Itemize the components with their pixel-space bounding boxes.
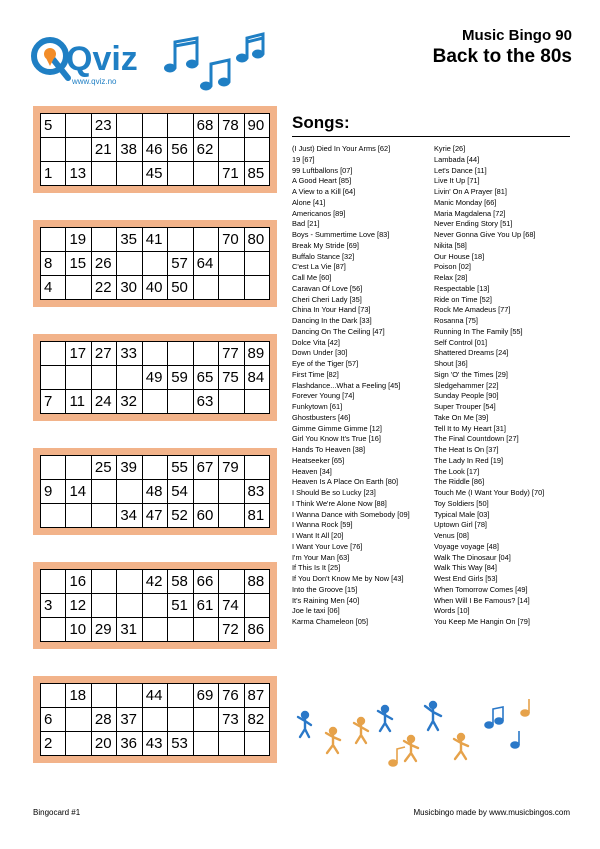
song-item: China In Your Hand [73] (292, 305, 371, 315)
bingo-cell: 25 (91, 456, 116, 480)
song-item: Super Trouper [54] (434, 402, 496, 411)
bingo-cell: 7 (41, 390, 66, 414)
bingo-cell (117, 594, 142, 618)
bingo-cell: 53 (168, 732, 193, 756)
bingo-cell: 11 (66, 390, 91, 414)
bingo-cell: 42 (142, 570, 167, 594)
song-item: Dancing On The Ceiling [47] (292, 326, 385, 336)
music-notes-icon (158, 30, 266, 98)
bingo-cell: 62 (193, 138, 218, 162)
bingo-cell: 29 (91, 618, 116, 642)
song-item: Into the Groove [15] (292, 584, 358, 594)
bingo-cell: 88 (244, 570, 270, 594)
grid-row (41, 684, 270, 708)
bingo-cell (219, 570, 244, 594)
bingo-cell (193, 732, 218, 756)
bingo-cell (168, 162, 193, 186)
bingo-cell (91, 480, 116, 504)
bingo-cell (142, 114, 167, 138)
song-item: Never Gonna Give You Up [68] (434, 230, 536, 239)
bingo-cell: 14 (66, 480, 91, 504)
song-item: 19 [67] (292, 154, 315, 164)
song-item: Heatseeker [65] (292, 455, 345, 465)
game-subtitle: Back to the 80s (432, 46, 572, 67)
song-item: 99 Luftballons [07] (292, 165, 353, 175)
bingo-cell: 36 (117, 732, 142, 756)
song-item: Venus [08] (434, 531, 469, 540)
grid-row (41, 504, 270, 528)
bingo-cell: 73 (219, 708, 244, 732)
bingo-cell: 74 (219, 594, 244, 618)
bingo-cell: 58 (168, 570, 193, 594)
bingo-cell: 26 (91, 252, 116, 276)
song-item: Walk This Way [84] (434, 563, 497, 573)
songs-heading: Songs: (292, 113, 350, 132)
bingo-cell (117, 480, 142, 504)
bingo-grid (40, 341, 270, 414)
bingo-cell (244, 138, 270, 162)
song-item: Tell It to My Heart [31] (434, 423, 506, 433)
bingo-card-5 (33, 562, 277, 649)
bingo-cell: 75 (219, 366, 244, 390)
bingo-cell: 12 (66, 594, 91, 618)
bingo-cell: 64 (193, 252, 218, 276)
song-item: Sign 'O' the Times [29] (434, 369, 508, 379)
bingo-cell (66, 456, 91, 480)
song-item: The Look [17] (434, 466, 480, 476)
bingo-cell (41, 342, 66, 366)
bingo-cell: 87 (244, 684, 270, 708)
bingo-cell (66, 732, 91, 756)
song-item: I Think We're Alone Now [88] (292, 498, 387, 508)
song-item: Relax [28] (434, 273, 468, 282)
song-item: C'est La Vie [87] (292, 262, 346, 272)
song-item: Words [10] (434, 606, 470, 616)
bingo-cell (41, 684, 66, 708)
song-item: It's Raining Men [40] (292, 595, 360, 605)
bingo-cell (193, 162, 218, 186)
bingo-cell: 76 (219, 684, 244, 708)
bingo-cell (41, 366, 66, 390)
bingo-card-2 (33, 220, 277, 307)
song-item: Bad [21] (292, 219, 320, 229)
bingo-cell: 15 (66, 252, 91, 276)
song-item: A Good Heart [85] (292, 176, 352, 186)
song-item: I Wanna Rock [59] (292, 520, 353, 530)
bingo-cell: 30 (117, 276, 142, 300)
bingo-cell: 55 (168, 456, 193, 480)
song-item: Livin' On A Prayer [81] (434, 187, 507, 196)
bingo-cell (142, 594, 167, 618)
song-item: A View to a Kill [64] (292, 187, 356, 196)
bingo-cell (142, 708, 167, 732)
bingo-cell (117, 570, 142, 594)
song-item: If You Don't Know Me by Now [43] (292, 574, 404, 583)
bingo-card-3 (33, 334, 277, 421)
bingo-cell: 28 (91, 708, 116, 732)
song-item: Ghostbusters [46] (292, 412, 351, 422)
song-item: Heaven [34] (292, 466, 332, 476)
bingo-cell: 57 (168, 252, 193, 276)
grid-row (41, 138, 270, 162)
bingo-cell (244, 456, 270, 480)
bingo-cell (91, 504, 116, 528)
bingo-cell (41, 504, 66, 528)
bingo-cell: 52 (168, 504, 193, 528)
bingo-cell: 83 (244, 480, 270, 504)
song-item: Running In The Family [55] (434, 326, 523, 336)
bingo-cell (142, 342, 167, 366)
bingo-cell (142, 252, 167, 276)
bingo-cell: 65 (193, 366, 218, 390)
bingo-cell: 44 (142, 684, 167, 708)
song-item: The Final Countdown [27] (434, 434, 519, 444)
bingo-cell (219, 138, 244, 162)
bingo-cell (219, 252, 244, 276)
bingo-cell: 19 (66, 228, 91, 252)
bingo-cell: 45 (142, 162, 167, 186)
bingo-cell: 35 (117, 228, 142, 252)
song-item: I Want Your Love [76] (292, 541, 363, 551)
game-title: Music Bingo 90 (461, 27, 572, 44)
grid-row (41, 276, 270, 300)
bingo-cell (168, 708, 193, 732)
bingo-cell: 78 (219, 114, 244, 138)
bingo-cell (244, 732, 270, 756)
bingo-cell: 63 (193, 390, 218, 414)
grid-row (41, 114, 270, 138)
bingo-cell (219, 390, 244, 414)
bingo-cell: 33 (117, 342, 142, 366)
bingo-cell (66, 276, 91, 300)
bingo-cell: 5 (41, 114, 66, 138)
bingo-cell (66, 504, 91, 528)
bingo-grid (40, 455, 270, 528)
bingo-cell: 20 (91, 732, 116, 756)
bingo-cell (91, 594, 116, 618)
bingo-cell (168, 342, 193, 366)
bingo-cell: 22 (91, 276, 116, 300)
bingo-cell: 60 (193, 504, 218, 528)
song-item: Dancing In the Dark [33] (292, 316, 372, 325)
song-item: Forever Young [74] (292, 391, 355, 401)
bingo-cell (193, 276, 218, 300)
bingo-cell: 67 (193, 456, 218, 480)
song-item: Break My Stride [69] (292, 240, 359, 250)
bingo-cell (66, 708, 91, 732)
song-item: Typical Male [03] (434, 509, 490, 519)
song-item: Karma Chameleon [05] (292, 617, 368, 626)
bingo-cell: 39 (117, 456, 142, 480)
bingo-cell: 41 (142, 228, 167, 252)
grid-row (41, 708, 270, 732)
bingo-cell (91, 570, 116, 594)
grid-row (41, 228, 270, 252)
bingo-cell: 85 (244, 162, 270, 186)
bingo-cell (244, 276, 270, 300)
bingo-cell: 1 (41, 162, 66, 186)
bingo-cell (91, 162, 116, 186)
song-item: Hands To Heaven [38] (292, 445, 365, 454)
bingo-cell: 40 (142, 276, 167, 300)
bingo-cell (168, 618, 193, 642)
bingo-cell: 90 (244, 114, 270, 138)
bingo-grid (40, 113, 270, 186)
bingo-cell (41, 618, 66, 642)
bingo-cell (117, 366, 142, 390)
song-item: Nikita [58] (434, 240, 467, 250)
bingo-cell: 69 (193, 684, 218, 708)
bingo-cell: 8 (41, 252, 66, 276)
song-item: Lambada [44] (434, 154, 480, 164)
song-item: You Keep Me Hangin On [79] (434, 617, 530, 626)
song-item: Boys - Summertime Love [83] (292, 230, 390, 239)
bingo-cell: 24 (91, 390, 116, 414)
bingo-cell (193, 480, 218, 504)
bingo-grid (40, 683, 270, 756)
bingo-cell (142, 456, 167, 480)
bingo-cell (168, 684, 193, 708)
grid-row (41, 366, 270, 390)
song-item: Uptown Girl [78] (434, 520, 487, 530)
song-item: Funkytown [61] (292, 402, 343, 411)
song-item: Caravan Of Love [56] (292, 283, 363, 293)
song-item: (I Just) Died In Your Arms [62] (292, 144, 391, 153)
song-item: Rock Me Amadeus [77] (434, 305, 511, 315)
song-item: Americanos [89] (292, 208, 346, 218)
song-item: Toy Soldiers [50] (434, 498, 489, 508)
song-item: Down Under [30] (292, 348, 348, 358)
bingo-cell (219, 504, 244, 528)
bingo-cell: 70 (219, 228, 244, 252)
song-item: West End Girls [53] (434, 574, 498, 583)
bingo-cell (193, 228, 218, 252)
song-item: Shattered Dreams [24] (434, 348, 509, 358)
songs-divider (292, 136, 570, 137)
bingo-cell (41, 570, 66, 594)
song-item: Rosanna [75] (434, 316, 478, 325)
bingo-cell (244, 390, 270, 414)
bingo-cell: 54 (168, 480, 193, 504)
song-item: Gimme Gimme Gimme [12] (292, 423, 382, 433)
bingo-cell: 48 (142, 480, 167, 504)
grid-row (41, 342, 270, 366)
bingo-cell: 66 (193, 570, 218, 594)
bingo-card-6 (33, 676, 277, 763)
bingo-grid (40, 569, 270, 642)
logo-url: www.qviz.no (72, 77, 117, 86)
song-item: Our House [18] (434, 251, 485, 261)
bingo-cell: 50 (168, 276, 193, 300)
grid-row (41, 618, 270, 642)
song-item: I Want It All [20] (292, 531, 344, 540)
bingo-cell (117, 252, 142, 276)
bingo-cell (117, 684, 142, 708)
song-item: Walk The Dinosaur [04] (434, 552, 511, 562)
qviz-logo (30, 30, 140, 96)
bingo-cell: 2 (41, 732, 66, 756)
bingo-cell: 32 (117, 390, 142, 414)
bingo-cell (117, 114, 142, 138)
bingo-cell: 61 (193, 594, 218, 618)
bingo-cell: 3 (41, 594, 66, 618)
song-item: Sunday People [90] (434, 391, 499, 401)
bingo-cell: 6 (41, 708, 66, 732)
bingo-cell (66, 138, 91, 162)
bingo-cell: 31 (117, 618, 142, 642)
grid-row (41, 252, 270, 276)
bingo-cell (66, 114, 91, 138)
song-item: Call Me [60] (292, 273, 332, 282)
bingo-cell (193, 618, 218, 642)
bingo-cell: 77 (219, 342, 244, 366)
bingo-cell: 84 (244, 366, 270, 390)
song-item: The Heat Is On [37] (434, 445, 499, 454)
grid-row (41, 162, 270, 186)
song-item: Flashdance...What a Feeling [45] (292, 380, 401, 390)
grid-row (41, 390, 270, 414)
song-item: Kyrie [26] (434, 144, 466, 153)
song-item: Cheri Cheri Lady [35] (292, 294, 362, 304)
grid-row (41, 570, 270, 594)
bingo-cell: 72 (219, 618, 244, 642)
bingo-cell (142, 618, 167, 642)
song-item: Self Control [01] (434, 337, 487, 347)
song-item: Shout [36] (434, 359, 468, 368)
bingo-cell: 86 (244, 618, 270, 642)
bingo-grid (40, 227, 270, 300)
bingo-cell: 46 (142, 138, 167, 162)
song-item: Dolce Vita [42] (292, 337, 340, 347)
bingo-cell (168, 228, 193, 252)
grid-row (41, 456, 270, 480)
bingo-cell: 81 (244, 504, 270, 528)
song-item: Sledgehammer [22] (434, 380, 499, 390)
bingo-cell (41, 456, 66, 480)
song-item: When Tomorrow Comes [49] (434, 584, 528, 594)
song-item: Ride on Time [52] (434, 294, 492, 304)
bingo-cell: 56 (168, 138, 193, 162)
song-item: Let's Dance [11] (434, 165, 487, 175)
bingo-cell: 38 (117, 138, 142, 162)
bingo-cell: 4 (41, 276, 66, 300)
bingo-cell: 37 (117, 708, 142, 732)
song-item: Take On Me [39] (434, 412, 489, 422)
bingo-cell (91, 366, 116, 390)
bingo-cell (41, 228, 66, 252)
dancing-people-icon (293, 695, 538, 775)
bingo-cell: 23 (91, 114, 116, 138)
grid-row (41, 732, 270, 756)
bingo-cell (142, 390, 167, 414)
bingo-cell (193, 342, 218, 366)
bingo-cell: 17 (66, 342, 91, 366)
song-item: Touch Me (I Want Your Body) [70] (434, 488, 545, 497)
bingo-cell: 49 (142, 366, 167, 390)
bingo-cell (244, 252, 270, 276)
grid-row (41, 480, 270, 504)
bingo-card-1 (33, 106, 277, 193)
song-item: The Lady In Red [19] (434, 455, 504, 465)
bingo-cell: 71 (219, 162, 244, 186)
footer-card-number: Bingocard #1 (33, 808, 81, 817)
bingo-cell (168, 390, 193, 414)
bingo-cell (91, 684, 116, 708)
songs-list-left (292, 144, 430, 628)
bingo-cell: 82 (244, 708, 270, 732)
bingo-cell (219, 480, 244, 504)
bingo-cell: 34 (117, 504, 142, 528)
bingo-cell: 80 (244, 228, 270, 252)
bingo-cell: 16 (66, 570, 91, 594)
song-item: Alone [41] (292, 197, 326, 207)
bingo-cell: 10 (66, 618, 91, 642)
bingo-cell (193, 708, 218, 732)
bingo-cell: 79 (219, 456, 244, 480)
song-item: Poison [02] (434, 262, 471, 272)
bingo-cell (219, 276, 244, 300)
bingo-cell (41, 138, 66, 162)
grid-row (41, 594, 270, 618)
song-item: When Will I Be Famous? [14] (434, 595, 530, 605)
song-item: Eye of the Tiger [57] (292, 359, 359, 368)
bingo-cell (91, 228, 116, 252)
song-item: If This Is It [25] (292, 563, 341, 573)
bingo-cell: 9 (41, 480, 66, 504)
song-item: Heaven Is A Place On Earth [80] (292, 477, 398, 487)
song-item: Buffalo Stance [32] (292, 251, 355, 261)
songs-list-right (434, 144, 574, 628)
bingo-cell: 43 (142, 732, 167, 756)
bingo-cell: 47 (142, 504, 167, 528)
footer-credit: Musicbingo made by www.musicbingos.com (413, 808, 570, 817)
bingo-cell (219, 732, 244, 756)
bingo-cell (168, 114, 193, 138)
song-item: Girl You Know It's True [16] (292, 434, 381, 444)
bingo-cell: 18 (66, 684, 91, 708)
song-item: I Should Be so Lucky [23] (292, 488, 376, 497)
bingo-cell (117, 162, 142, 186)
song-item: Maria Magdalena [72] (434, 208, 506, 218)
song-item: First Time [82] (292, 369, 339, 379)
song-item: Live It Up [71] (434, 176, 480, 186)
bingo-cell: 27 (91, 342, 116, 366)
bingo-cell: 21 (91, 138, 116, 162)
bingo-cell (66, 366, 91, 390)
song-item: The Riddle [86] (434, 477, 485, 487)
bingo-card-4 (33, 448, 277, 535)
song-item: Voyage voyage [48] (434, 541, 499, 551)
song-item: Manic Monday [66] (434, 197, 497, 207)
song-item: Joe le taxi [06] (292, 606, 340, 616)
bingo-cell: 68 (193, 114, 218, 138)
bingo-cell (244, 594, 270, 618)
song-item: Never Ending Story [51] (434, 219, 513, 229)
bingo-cell: 13 (66, 162, 91, 186)
song-item: I Wanna Dance with Somebody [09] (292, 509, 410, 519)
song-item: I'm Your Man [63] (292, 552, 350, 562)
song-item: Respectable [13] (434, 283, 490, 293)
bingo-cell: 51 (168, 594, 193, 618)
bingo-cell: 59 (168, 366, 193, 390)
bingo-cell: 89 (244, 342, 270, 366)
logo-text: Qviz (66, 40, 138, 78)
